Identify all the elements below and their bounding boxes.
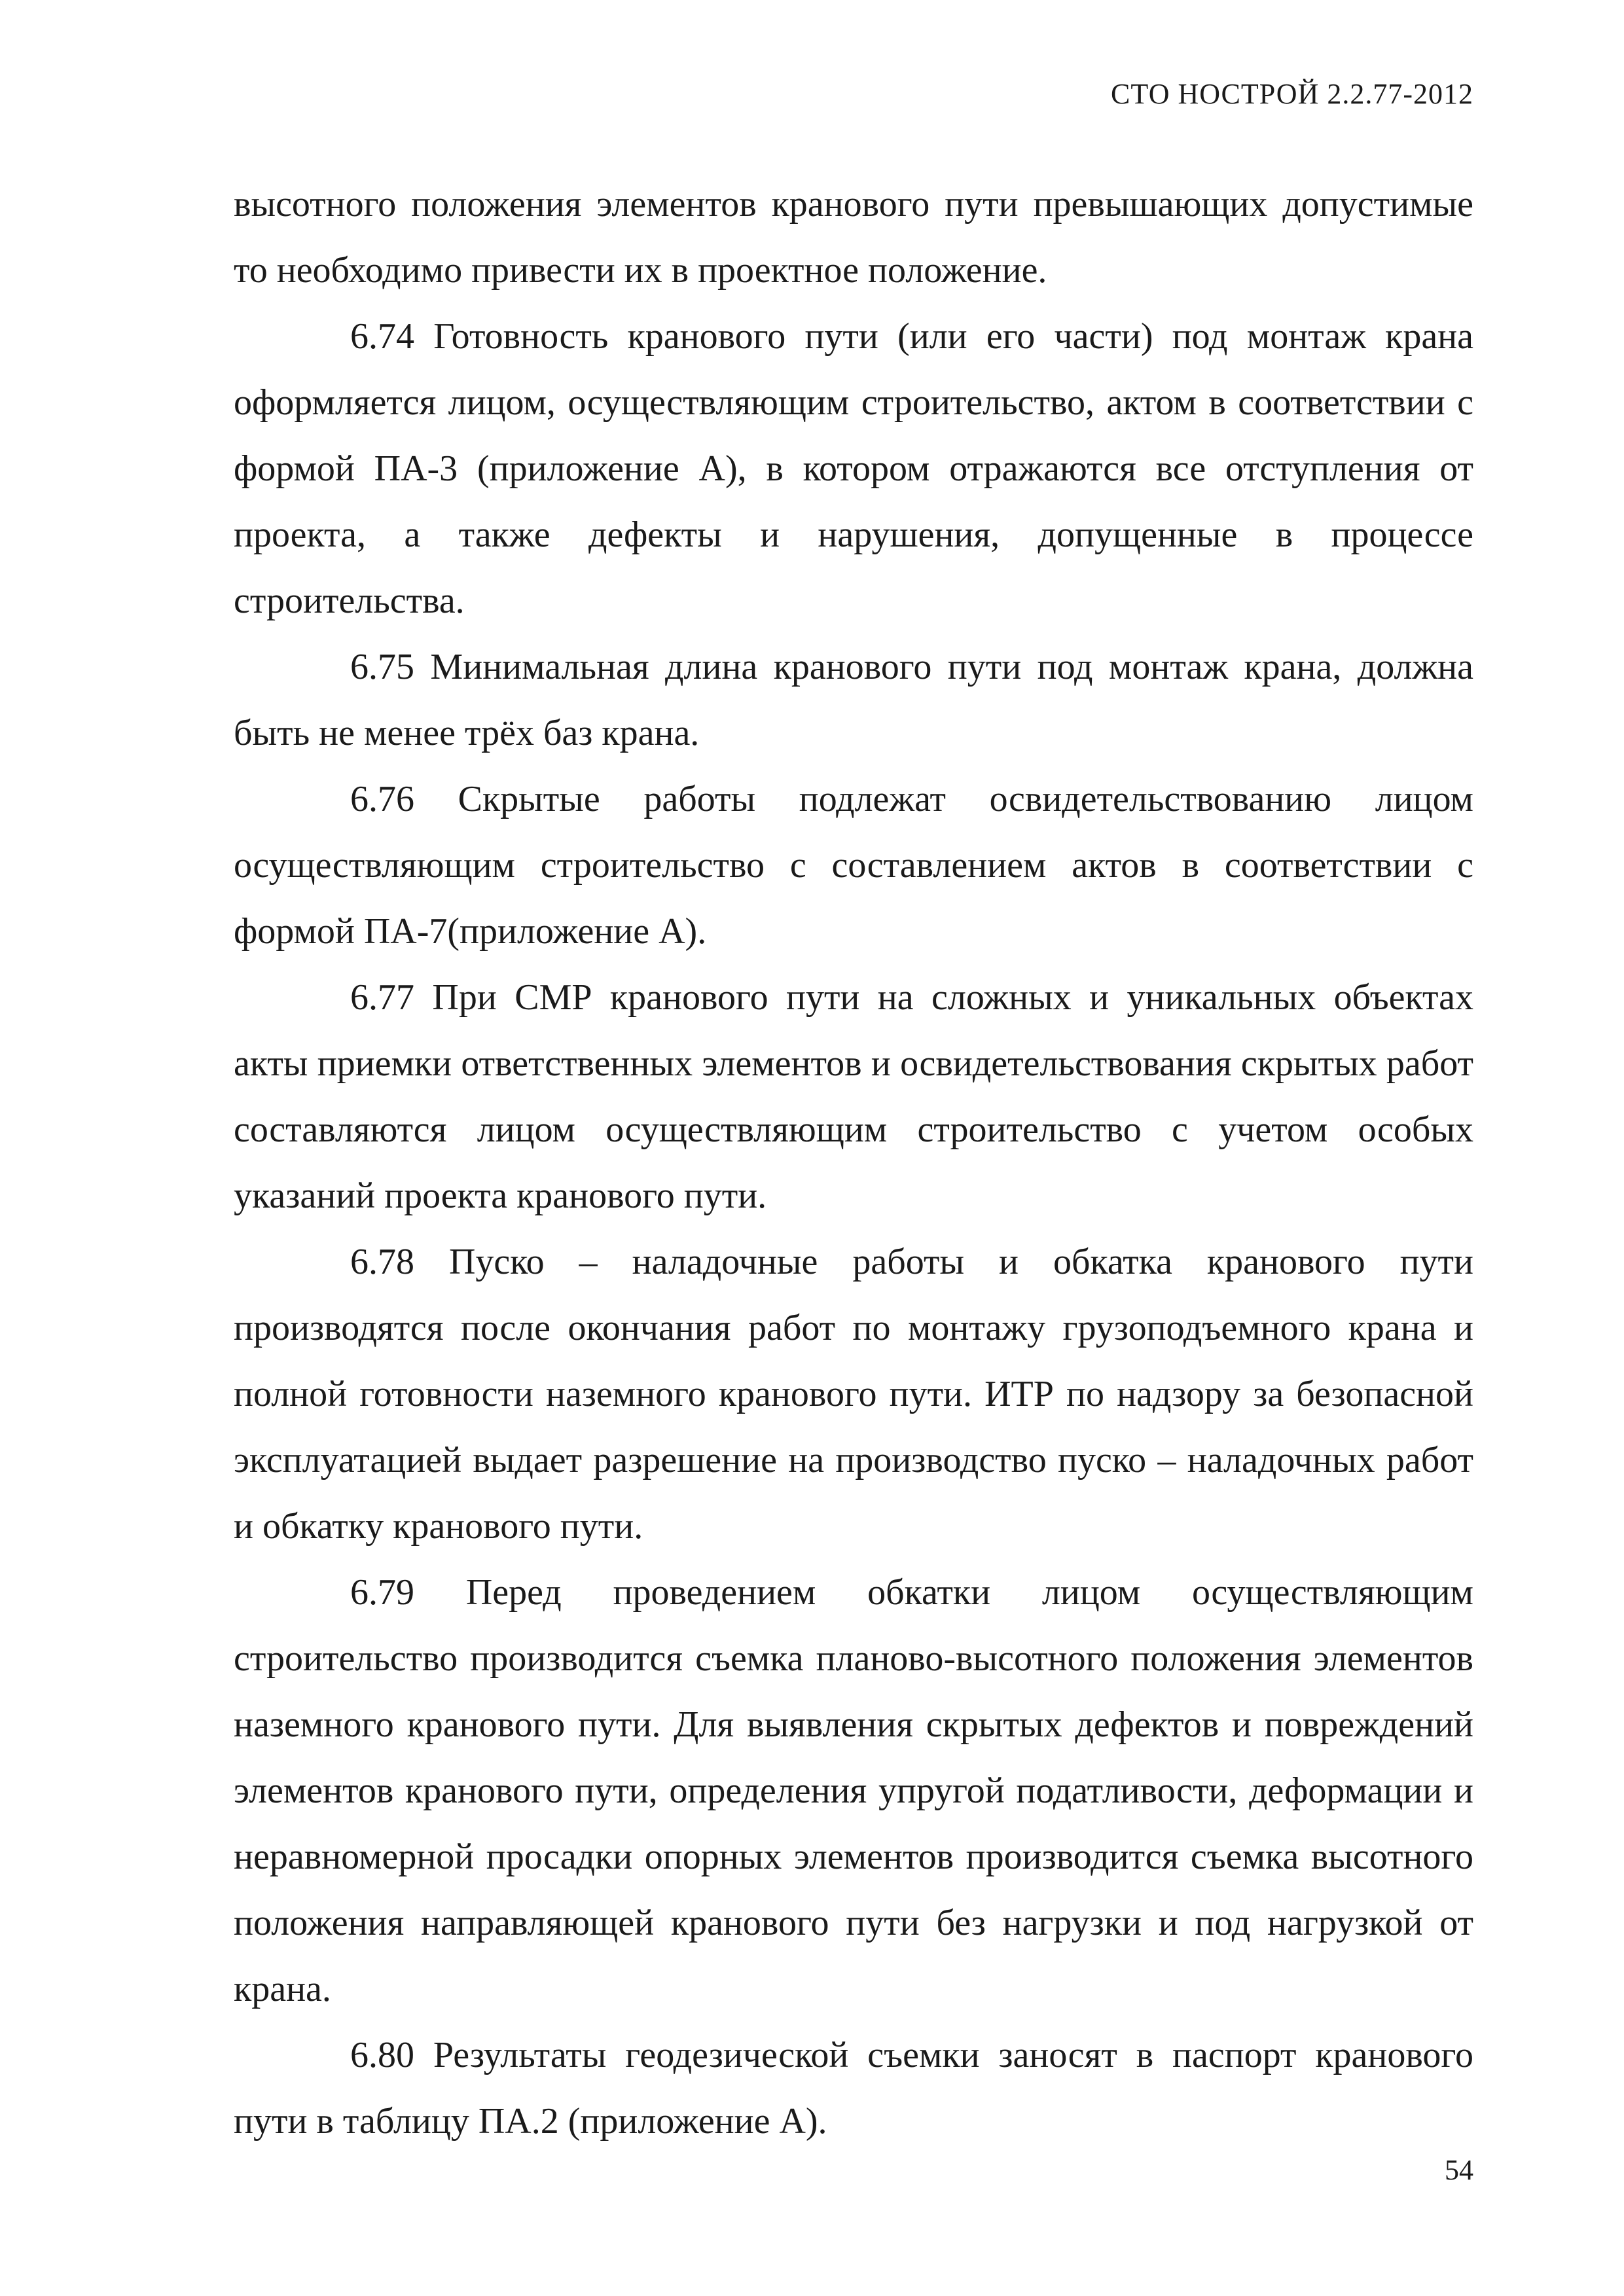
body-text bbox=[234, 171, 1473, 2155]
document-code-header: СТО НОСТРОЙ 2.2.77-2012 bbox=[1111, 78, 1473, 110]
paragraph-continuation: высотного положения элементов кранового пути превышающих допустимые то необходимо привести их в проектное положение. bbox=[234, 184, 1473, 291]
paragraph-6-80: 6.80 Результаты геодезической съемки заносят в паспорт кранового пути в таблицу ПА.2 (приложение А). bbox=[234, 2035, 1473, 2142]
page-number: 54 bbox=[1445, 2154, 1473, 2186]
paragraph-6-79: 6.79 Перед проведением обкатки лицом осуществляющим строительство производится съемка планово-высотного положения элементов наземного кранового пути. Для выявления скрытых дефектов и повреждений элементов кранового пути, определения упругой податливости, деформации и неравномерной просадки опорных элементов производится съемка высотного положения направляющей кранового пути без нагрузки и под нагрузкой от крана. bbox=[234, 1572, 1473, 2009]
paragraph-6-77: 6.77 При СМР кранового пути на сложных и уникальных объектах акты приемки ответственных элементов и освидетельствования скрытых работ составляются лицом осуществляющим строительство с учетом особых указаний проекта кранового пути. bbox=[234, 977, 1473, 1216]
paragraph-6-75: 6.75 Минимальная длина кранового пути под монтаж крана, должна быть не менее трёх баз крана. bbox=[234, 647, 1473, 753]
paragraph-6-74: 6.74 Готовность кранового пути (или его части) под монтаж крана оформляется лицом, осуществляющим строительство, актом в соответствии с формой ПА-3 (приложение А), в котором отражаются все отступления от проекта, а также дефекты и нарушения, допущенные в процессе строительства. bbox=[234, 316, 1473, 621]
paragraph-6-76: 6.76 Скрытые работы подлежат освидетельствованию лицом осуществляющим строительство с составлением актов в соответствии с формой ПА-7(приложение А). bbox=[234, 779, 1473, 952]
paragraph-6-78: 6.78 Пуско – наладочные работы и обкатка кранового пути производятся после окончания работ по монтажу грузоподъемного крана и полной готовности наземного кранового пути. ИТР по надзору за безопасной эксплуатацией выдает разрешение на производство пуско – наладочных работ и обкатку кранового пути. bbox=[234, 1242, 1473, 1547]
